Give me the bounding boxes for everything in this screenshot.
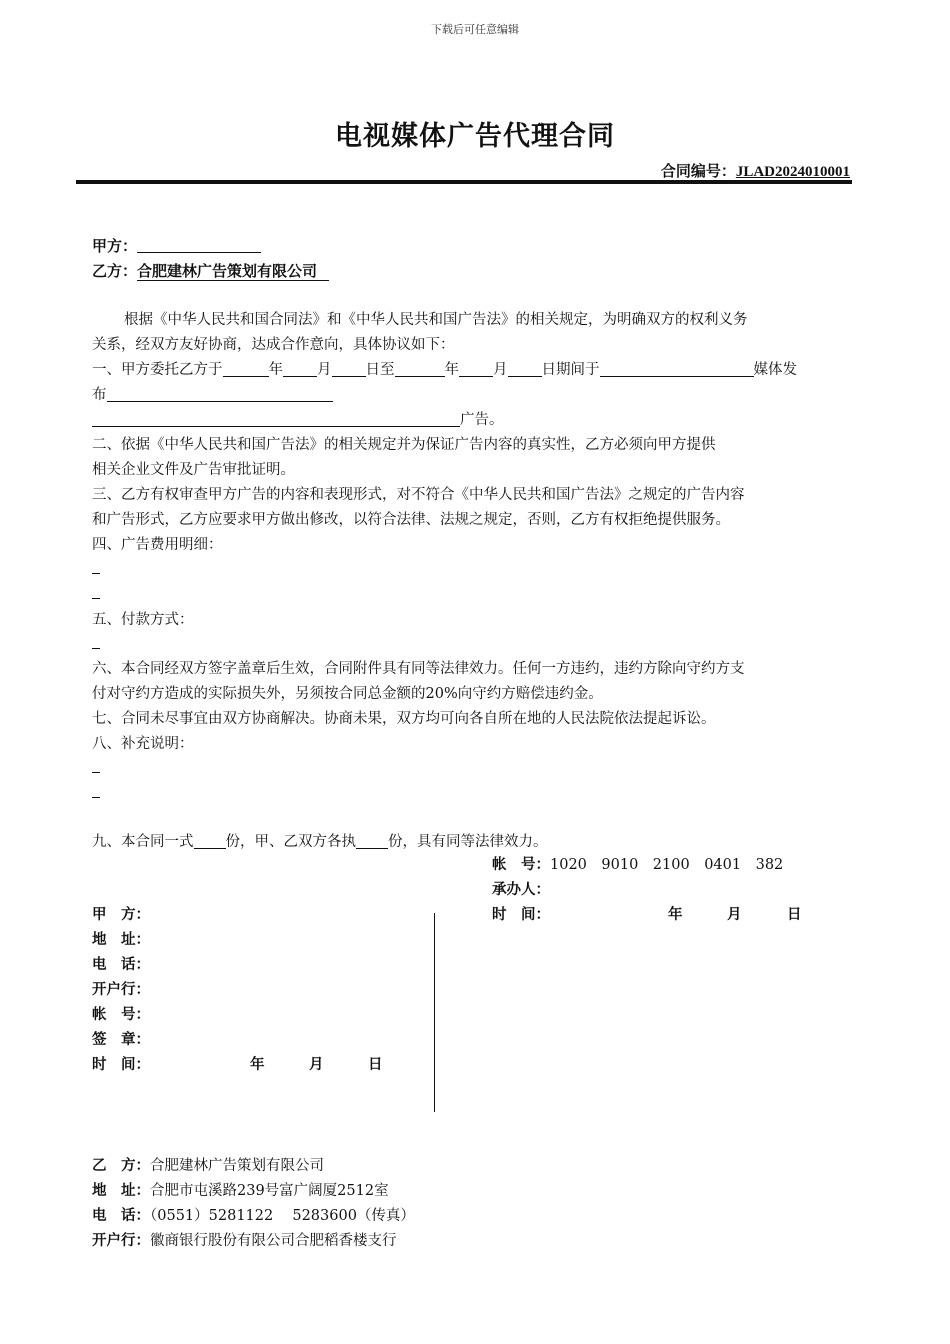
- right-day: 日: [787, 907, 802, 923]
- clause-1-line-1: [92, 358, 797, 383]
- header-rule: [76, 180, 852, 184]
- clause-1-text-d: 布: [92, 387, 107, 403]
- clause-1-text-b: 日期间于: [541, 362, 600, 378]
- blank-end-day[interactable]: [508, 361, 542, 377]
- blank-copies-each[interactable]: [356, 833, 388, 849]
- party-a-label: 甲方：: [92, 237, 138, 255]
- sig-day: 日: [368, 1057, 383, 1073]
- party-b-name: 合肥建林广告策划有限公司: [137, 262, 329, 281]
- sig-address-label: 地 址：: [92, 932, 150, 948]
- b-phone-value: （0551）5281122 5283600（传真）: [150, 1208, 415, 1224]
- clause-8-blank-2[interactable]: [92, 782, 100, 807]
- clause-9: [92, 830, 548, 855]
- clause-4-blank-2[interactable]: [92, 583, 100, 608]
- blank-publish-2[interactable]: [92, 411, 460, 427]
- clause-1-text-c: 媒体发: [753, 362, 797, 378]
- sig-party-a-label: 甲 方：: [92, 907, 150, 923]
- clause-2-line-1: 二、依据《中华人民共和国广告法》的相关规定并为保证广告内容的真实性，乙方必须向甲方提供: [92, 437, 716, 453]
- sig-year: 年: [250, 1057, 265, 1073]
- signature-divider: [434, 913, 435, 1112]
- clause-1-month: 月: [317, 362, 332, 378]
- clause-2-line-2: 相关企业文件及广告审批证明。: [92, 462, 295, 478]
- b-bank-label: 开户行：: [92, 1233, 150, 1249]
- b-bank-value: 徽商银行股份有限公司合肥稻香楼支行: [150, 1233, 397, 1249]
- clause-1-text-e: 广告。: [460, 412, 504, 428]
- clause-6-line-1: 六、本合同经双方签字盖章后生效，合同附件具有同等法律效力。任何一方违约，违约方除向守约方支: [92, 661, 745, 677]
- contract-number-value: JLAD2024010001: [735, 164, 850, 180]
- blank-start-year[interactable]: [223, 361, 269, 377]
- b-party-value: 合肥建林广告策划有限公司: [150, 1158, 324, 1174]
- clause-1-year-2: 年: [444, 362, 459, 378]
- clause-1-line-2: [92, 383, 333, 408]
- blank-end-year[interactable]: [395, 361, 445, 377]
- sig-seal-label: 签 章：: [92, 1032, 150, 1048]
- right-time-label: 时 间：: [492, 907, 550, 923]
- clause-3-line-1: 三、乙方有权审查甲方广告的内容和表现形式，对不符合《中华人民共和国广告法》之规定的广告内容: [92, 487, 745, 503]
- right-year: 年: [668, 907, 683, 923]
- sig-account-label: 帐 号：: [92, 1007, 150, 1023]
- right-account: [492, 853, 783, 874]
- b-phone-row: [92, 1204, 415, 1225]
- clause-1-line-3: [92, 408, 504, 433]
- contract-number: [661, 160, 850, 181]
- b-bank-row: [92, 1229, 397, 1250]
- clause-8: 八、补充说明：: [92, 736, 194, 752]
- clause-9-text-c: 份，具有同等法律效力。: [388, 834, 548, 850]
- right-account-value: 1020 9010 2100 0401 382: [550, 857, 784, 873]
- blank-start-day[interactable]: [332, 361, 366, 377]
- clause-4: 四、广告费用明细：: [92, 537, 223, 553]
- clause-1-text-a: 一、甲方委托乙方于: [92, 362, 223, 378]
- clause-7: 七、合同未尽事宜由双方协商解决。协商未果，双方均可向各自所在地的人民法院依法提起诉讼。: [92, 711, 716, 727]
- blank-media[interactable]: [600, 361, 754, 377]
- blank-end-month[interactable]: [459, 361, 493, 377]
- party-b-label: 乙方：: [92, 262, 138, 280]
- intro-line-1: 根据《中华人民共和国合同法》和《中华人民共和国广告法》的相关规定，为明确双方的权利义务: [124, 312, 748, 328]
- right-month: 月: [727, 907, 742, 923]
- contract-number-label: 合同编号：: [660, 162, 736, 180]
- sig-bank-label: 开户行：: [92, 982, 150, 998]
- contract-title: 电视媒体广告代理合同: [335, 121, 615, 152]
- clause-4-blank-1[interactable]: [92, 558, 100, 583]
- blank-start-month[interactable]: [283, 361, 317, 377]
- intro-line-2: 关系，经双方友好协商，达成合作意向，具体协议如下：: [92, 337, 455, 353]
- page-header-note: 下载后可任意编辑: [431, 23, 519, 36]
- b-phone-label: 电 话：: [92, 1208, 150, 1224]
- clause-8-blank-1[interactable]: [92, 757, 100, 782]
- clause-9-text-a: 九、本合同一式: [92, 834, 194, 850]
- clause-9-text-b: 份，甲、乙双方各执: [225, 834, 356, 850]
- b-address-row: [92, 1179, 389, 1200]
- party-a-line: [92, 235, 261, 256]
- right-account-label: 帐 号：: [492, 857, 550, 873]
- clause-1-month-2: 月: [493, 362, 508, 378]
- party-b-line: [92, 260, 329, 281]
- b-address-value: 合肥市屯溪路239号富广阔厦2512室: [150, 1183, 389, 1199]
- clause-5-blank[interactable]: [92, 633, 100, 658]
- right-handler-label: 承办人：: [492, 882, 550, 898]
- sig-phone-label: 电 话：: [92, 957, 150, 973]
- sig-month: 月: [309, 1057, 324, 1073]
- b-party-row: [92, 1154, 324, 1175]
- party-a-blank[interactable]: [137, 236, 261, 253]
- b-address-label: 地 址：: [92, 1183, 150, 1199]
- b-party-label: 乙 方：: [92, 1158, 150, 1174]
- clause-1-year: 年: [268, 362, 283, 378]
- blank-copies-total[interactable]: [194, 833, 226, 849]
- clause-6-line-2: 付对守约方造成的实际损失外，另须按合同总金额的20%向守约方赔偿违约金。: [92, 686, 603, 702]
- clause-5: 五、付款方式：: [92, 612, 194, 628]
- sig-time-label: 时 间：: [92, 1057, 150, 1073]
- blank-publish-1[interactable]: [107, 386, 333, 402]
- clause-1-day: 日至: [365, 362, 395, 378]
- clause-3-line-2: 和广告形式，乙方应要求甲方做出修改，以符合法律、法规之规定，否则，乙方有权拒绝提供服务。: [92, 512, 730, 528]
